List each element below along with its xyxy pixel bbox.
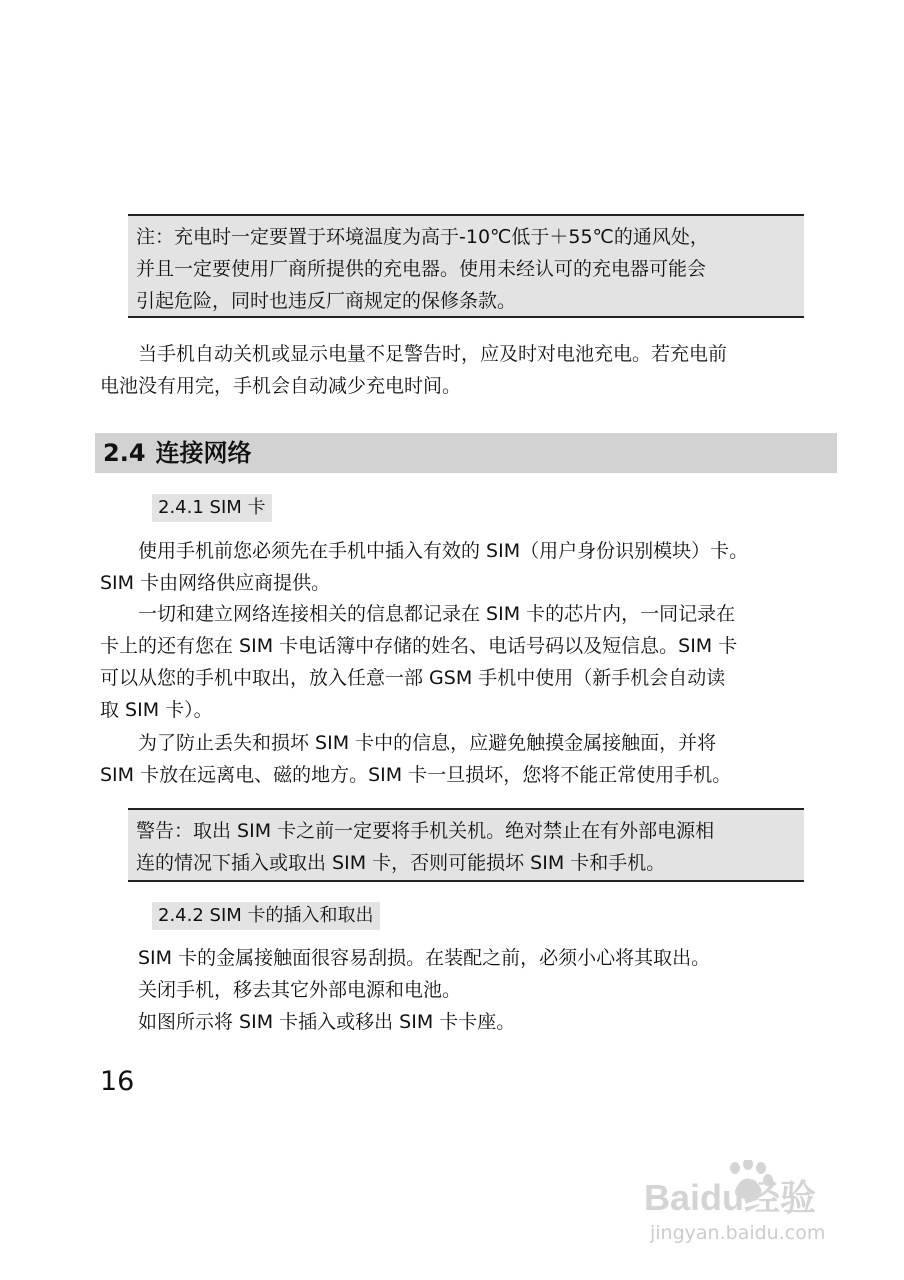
warning-line: 警告：取出 SIM 卡之前一定要将手机关机。绝对禁止在有外部电源相 <box>136 820 715 842</box>
paragraph-line: SIM 卡由网络供应商提供。 <box>100 572 331 594</box>
sim-paragraph-2 <box>100 598 840 726</box>
watermark-url: jingyan.baidu.com <box>650 1222 826 1244</box>
paragraph-line: 卡上的还有您在 SIM 卡电话簿中存储的姓名、电话号码以及短信息。SIM 卡 <box>100 635 738 657</box>
subsection-heading-insert-remove: 2.4.2 SIM 卡的插入和取出 <box>152 902 380 930</box>
charging-paragraph <box>100 338 840 402</box>
subsection-heading-sim-card: 2.4.1 SIM 卡 <box>152 494 272 522</box>
paragraph-line: SIM 卡放在远离电、磁的地方。SIM 卡一旦损坏，您将不能正常使用手机。 <box>100 764 732 786</box>
paragraph-line: SIM 卡的金属接触面很容易刮损。在装配之前，必须小心将其取出。 <box>100 947 711 969</box>
charging-note-box <box>128 214 804 318</box>
paragraph-line: 取 SIM 卡）。 <box>100 699 213 721</box>
watermark-brand: Baidu经验 <box>644 1177 817 1218</box>
note-line: 并且一定要使用厂商所提供的充电器。使用未经认可的充电器可能会 <box>136 258 707 280</box>
warning-line: 连的情况下插入或取出 SIM 卡，否则可能损坏 SIM 卡和手机。 <box>136 852 666 874</box>
sim-paragraph-3 <box>100 727 840 791</box>
note-line: 引起危险，同时也违反厂商规定的保修条款。 <box>136 290 517 312</box>
insert-instructions <box>100 942 840 1038</box>
paragraph-line: 当手机自动关机或显示电量不足警告时，应及时对电池充电。若充电前 <box>100 343 728 365</box>
page-number: 16 <box>100 1066 135 1097</box>
paragraph-line: 关闭手机，移去其它外部电源和电池。 <box>100 979 462 1001</box>
baidu-jingyan-watermark <box>640 1140 840 1250</box>
note-line: 注：充电时一定要置于环境温度为高于-10℃低于＋55℃的通风处， <box>136 226 709 248</box>
paragraph-line: 可以从您的手机中取出，放入任意一部 GSM 手机中使用（新手机会自动读 <box>100 667 726 689</box>
section-title: 连接网络 <box>155 439 252 467</box>
section-heading <box>95 433 837 473</box>
section-number: 2.4 <box>103 439 146 467</box>
paragraph-line: 一切和建立网络连接相关的信息都记录在 SIM 卡的芯片内，一同记录在 <box>100 603 736 625</box>
warning-box <box>128 808 804 882</box>
paragraph-line: 使用手机前您必须先在手机中插入有效的 SIM（用户身份识别模块）卡。 <box>100 540 749 562</box>
baidu-logo-icon <box>640 1160 840 1220</box>
paragraph-line: 为了防止丢失和损坏 SIM 卡中的信息，应避免触摸金属接触面，并将 <box>100 732 717 754</box>
sim-paragraph-1 <box>100 535 840 599</box>
paragraph-line: 如图所示将 SIM 卡插入或移出 SIM 卡卡座。 <box>100 1011 516 1033</box>
paragraph-line: 电池没有用完，手机会自动减少充电时间。 <box>100 375 462 397</box>
